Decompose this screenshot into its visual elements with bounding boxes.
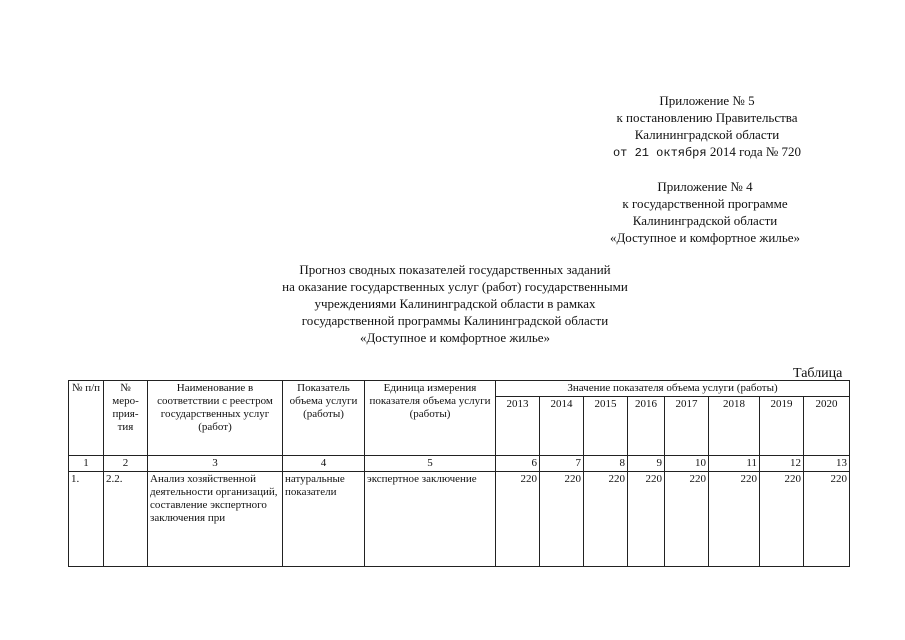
column-number: 12 xyxy=(760,456,804,472)
header-year: 2019 xyxy=(760,397,804,456)
header-year: 2020 xyxy=(804,397,850,456)
column-number: 7 xyxy=(540,456,584,472)
row-event-num: 2.2. xyxy=(104,472,148,567)
column-number: 1 xyxy=(69,456,104,472)
row-value: 220 xyxy=(628,472,665,567)
header-service-name: Наименование в соответствии с реестром государственных услуг (работ) xyxy=(148,381,283,456)
annex-5-header xyxy=(577,92,837,162)
annex-5-date-suffix: 2014 года № 720 xyxy=(709,144,802,159)
annex-4-header xyxy=(575,178,835,246)
annex-5-line3: Калининградской области xyxy=(634,127,780,142)
indicators-table xyxy=(68,380,850,567)
column-number: 9 xyxy=(628,456,665,472)
header-indicator: Показатель объема услуги (работы) xyxy=(283,381,365,456)
row-value: 220 xyxy=(496,472,540,567)
annex-4-line3: Калининградской области xyxy=(632,213,778,228)
annex-4-title: Приложение № 4 xyxy=(657,179,753,194)
title-line-3: учреждениями Калининградской области в рамках xyxy=(314,296,596,311)
header-year: 2016 xyxy=(628,397,665,456)
column-number: 13 xyxy=(804,456,850,472)
annex-5-title: Приложение № 5 xyxy=(659,93,755,108)
column-number: 3 xyxy=(148,456,283,472)
column-number: 8 xyxy=(584,456,628,472)
title-line-4: государственной программы Калининградской области xyxy=(301,313,609,328)
annex-5-date-prefix: от 21 октября xyxy=(612,146,707,160)
header-num: № п/п xyxy=(69,381,104,456)
table-header-row xyxy=(69,381,850,397)
row-indicator: натуральные показатели xyxy=(283,472,365,567)
header-values-group: Значение показателя объема услуги (работы) xyxy=(496,381,850,397)
row-value: 220 xyxy=(584,472,628,567)
header-year: 2017 xyxy=(665,397,709,456)
table-label: Таблица xyxy=(793,366,843,381)
row-value: 220 xyxy=(804,472,850,567)
row-value: 220 xyxy=(760,472,804,567)
header-event-num: № меро- прия- тия xyxy=(104,381,148,456)
title-line-1: Прогноз сводных показателей государственных заданий xyxy=(299,262,611,277)
header-year: 2018 xyxy=(709,397,760,456)
column-number: 4 xyxy=(283,456,365,472)
annex-4-line2: к государственной программе xyxy=(622,196,788,211)
column-number: 11 xyxy=(709,456,760,472)
header-year: 2014 xyxy=(540,397,584,456)
annex-5-date xyxy=(577,143,837,162)
header-year: 2015 xyxy=(584,397,628,456)
header-year: 2013 xyxy=(496,397,540,456)
title-line-2: на оказание государственных услуг (работ) государственными xyxy=(282,279,628,294)
column-number: 10 xyxy=(665,456,709,472)
row-value: 220 xyxy=(540,472,584,567)
table-row xyxy=(69,472,850,567)
row-value: 220 xyxy=(709,472,760,567)
column-number: 2 xyxy=(104,456,148,472)
title-line-5: «Доступное и комфортное жилье» xyxy=(359,330,551,345)
column-numbers-row xyxy=(69,456,850,472)
header-unit: Единица измерения показателя объема услуги (работы) xyxy=(365,381,496,456)
annex-4-line4: «Доступное и комфортное жилье» xyxy=(609,230,801,245)
row-num: 1. xyxy=(69,472,104,567)
row-service-name: Анализ хозяйственной деятельности организаций, составление экспертного заключения при xyxy=(148,472,283,567)
column-number: 5 xyxy=(365,456,496,472)
document-title xyxy=(240,261,670,346)
column-number: 6 xyxy=(496,456,540,472)
annex-5-line2: к постановлению Правительства xyxy=(616,110,798,125)
row-value: 220 xyxy=(665,472,709,567)
row-unit: экспертное заключение xyxy=(365,472,496,567)
